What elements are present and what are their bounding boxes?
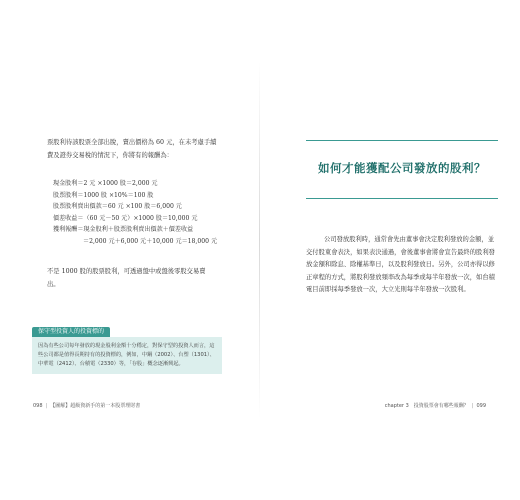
calc-line-total-return-result: ＝2,000 元＋6,000 元＋10,000 元＝18,000 元 <box>83 237 218 245</box>
left-page-number: 098 <box>33 403 43 409</box>
chapter-label: chapter 3 投資股票會有哪些報酬？ <box>384 403 469 409</box>
calc-line-cash-dividend: 現金股利＝2 元 ×1000 股＝2,000 元 <box>53 180 158 187</box>
left-paragraph-1: 票股利待該股票全部出脫，賣出價格為 60 元，在未考慮手續費及證券交易稅的情況下，你將有的報酬為： <box>47 139 217 159</box>
heading-bottom-rule <box>306 198 498 199</box>
calc-line-stock-dividend-proceeds: 股票股利賣出價款＝60 元 ×100 股＝6,000 元 <box>53 203 182 210</box>
note-box <box>32 318 222 374</box>
heading-top-rule <box>306 140 498 141</box>
right-paragraph: 公司發放股利時，通常會先由董事會決定股利發放的金額，並交付股東會表決，如果表決通過，會後董事會將會宣告最終的股利發放金額和除息、除權基準日，以及股利發放日。另外，公司亦得以修正章程的方式，將股利發放頻率改為每季或每半年發放一次，如台積電目前即採每季發放一次，大立光則每半年發放一次股利。 <box>306 236 495 293</box>
book-title: 【圖解】超級資新手的第一本股票理財書 <box>50 403 141 409</box>
calc-line-capital-gain: 價差收益＝（60 元－50 元）×1000 股＝10,000 元 <box>53 214 198 222</box>
calc-line-stock-dividend: 股票股利＝1000 股 ×10%＝100 股 <box>53 191 154 199</box>
footer-separator: | <box>471 403 474 409</box>
section-heading: 如何才能獲配公司發放的股利？ <box>318 161 486 175</box>
dividend-calculation <box>53 178 217 247</box>
note-body: 因為有些公司每年發放的現金股利金額十分穩定，對保守型的投資人而言，這些公司都是值得長期持有的投資標的，例如，中鋼（2002）、台塑（1301）、中華電（2412）、台積電（2330）等，「存股」概念逐漸興起。 <box>32 337 222 374</box>
footer-separator: | <box>45 403 48 409</box>
right-page <box>260 0 520 500</box>
calc-line-total-return-formula: 獲利報酬＝現金股利＋股票股利賣出價款＋價差收益 <box>53 226 194 233</box>
left-footer <box>33 402 140 409</box>
right-footer <box>385 402 486 409</box>
right-page-number: 099 <box>476 403 486 409</box>
left-paragraph-2: 不是 1000 股的股票股利，可透過盤中或盤後零股交易賣出。 <box>47 268 206 288</box>
note-title: 保守型投資人的投資標的 <box>32 327 110 337</box>
